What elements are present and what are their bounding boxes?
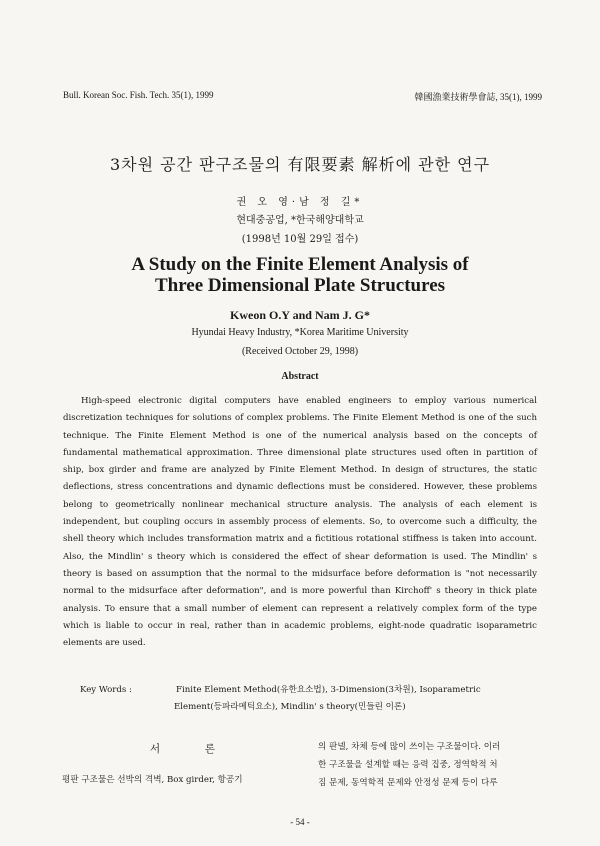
abstract-heading: Abstract xyxy=(281,371,319,382)
english-affiliation: Hyundai Heavy Industry, *Korea Maritime University xyxy=(191,327,409,338)
section-heading-char2: 론 xyxy=(204,743,215,755)
body-right-line: 의 판넬, 차체 등에 많이 쓰이는 구조물이다. 이러 xyxy=(318,742,501,752)
body-right-line: 짐 문제, 동역학적 문제와 안정성 문제 등이 다루 xyxy=(318,778,498,788)
body-right-line: 한 구조물을 설계할 때는 응력 집중, 정역학적 처 xyxy=(318,760,498,770)
journal-header-right: 韓國漁業技術學會誌, 35(1), 1999 xyxy=(414,92,542,102)
korean-authors: 권 오 영·남 정 길* xyxy=(236,197,364,208)
korean-title: 3차원 공간 판구조물의 有限要素 解析에 관한 연구 xyxy=(109,155,491,174)
english-title-line1: A Study on the Finite Element Analysis of xyxy=(131,254,469,275)
english-title xyxy=(0,254,600,296)
page-number: - 54 - xyxy=(290,817,310,827)
keywords-line2: Element(등파라메틱요소), Mindlin' s theory(민들린 이론) xyxy=(174,702,406,712)
english-received-date: (Received October 29, 1998) xyxy=(241,346,359,357)
body-left-column xyxy=(62,773,243,785)
english-authors: Kweon O.Y and Nam J. G* xyxy=(230,308,370,322)
body-left-line: 평판 구조물은 선박의 격벽, Box girder, 항공기 xyxy=(62,775,243,785)
body-right-column xyxy=(318,738,543,792)
korean-affiliation: 현대중공업, *한국해양대학교 xyxy=(236,215,364,226)
abstract-text: High-speed electronic digital computers have enabled engineers to employ various numerical discretization techniques for solutions of complex problems. The Finite Element Method is one of the such technique. The Finite Element Method is one of the numerical analysis based on the concepts of fundamental mathematical approximation. Three dimensional plate structures used often in partition of ship, box girder and frame are analyzed by Finite Element Method. In design of structures, the static deflections, stress concentrations and dynamic deflections must be considered. However, these problems belong to geometrically nonlinear mechanical structure analysis. The analysis of each element is independent, but coupling occurs in assembly process of elements. So, to overcome such a difficulty, the shell theory which includes transformation matrix and a fictitious rotational stiffness is taken into account. Also, the Mindlin' s theory which is considered the effect of shear deformation is used. The Mindlin' s theory is based on assumption that the normal to the midsurface before deformation is "not necessarily normal to the midsurface after deformation", and is more powerful than Kirchoff' s theory in thick plate analysis. To ensure that a small number of element can represent a relatively complex form of the type which is liable to occur in real, rather than in academic problems, eight-node quadratic isoparametric elements are used. xyxy=(63,396,537,649)
keywords-label: Key Words : xyxy=(80,685,132,695)
section-heading-introduction xyxy=(150,741,215,756)
english-title-line2: Three Dimensional Plate Structures xyxy=(154,275,446,296)
journal-header-left: Bull. Korean Soc. Fish. Tech. 35(1), 1999 xyxy=(63,90,214,100)
korean-received-date: (1998년 10월 29일 접수) xyxy=(241,234,359,245)
keywords xyxy=(80,682,550,716)
keywords-line1: Finite Element Method(유한요소법), 3-Dimension(3차원), Isoparametric xyxy=(176,685,481,695)
section-heading-char1: 서 xyxy=(150,743,161,755)
